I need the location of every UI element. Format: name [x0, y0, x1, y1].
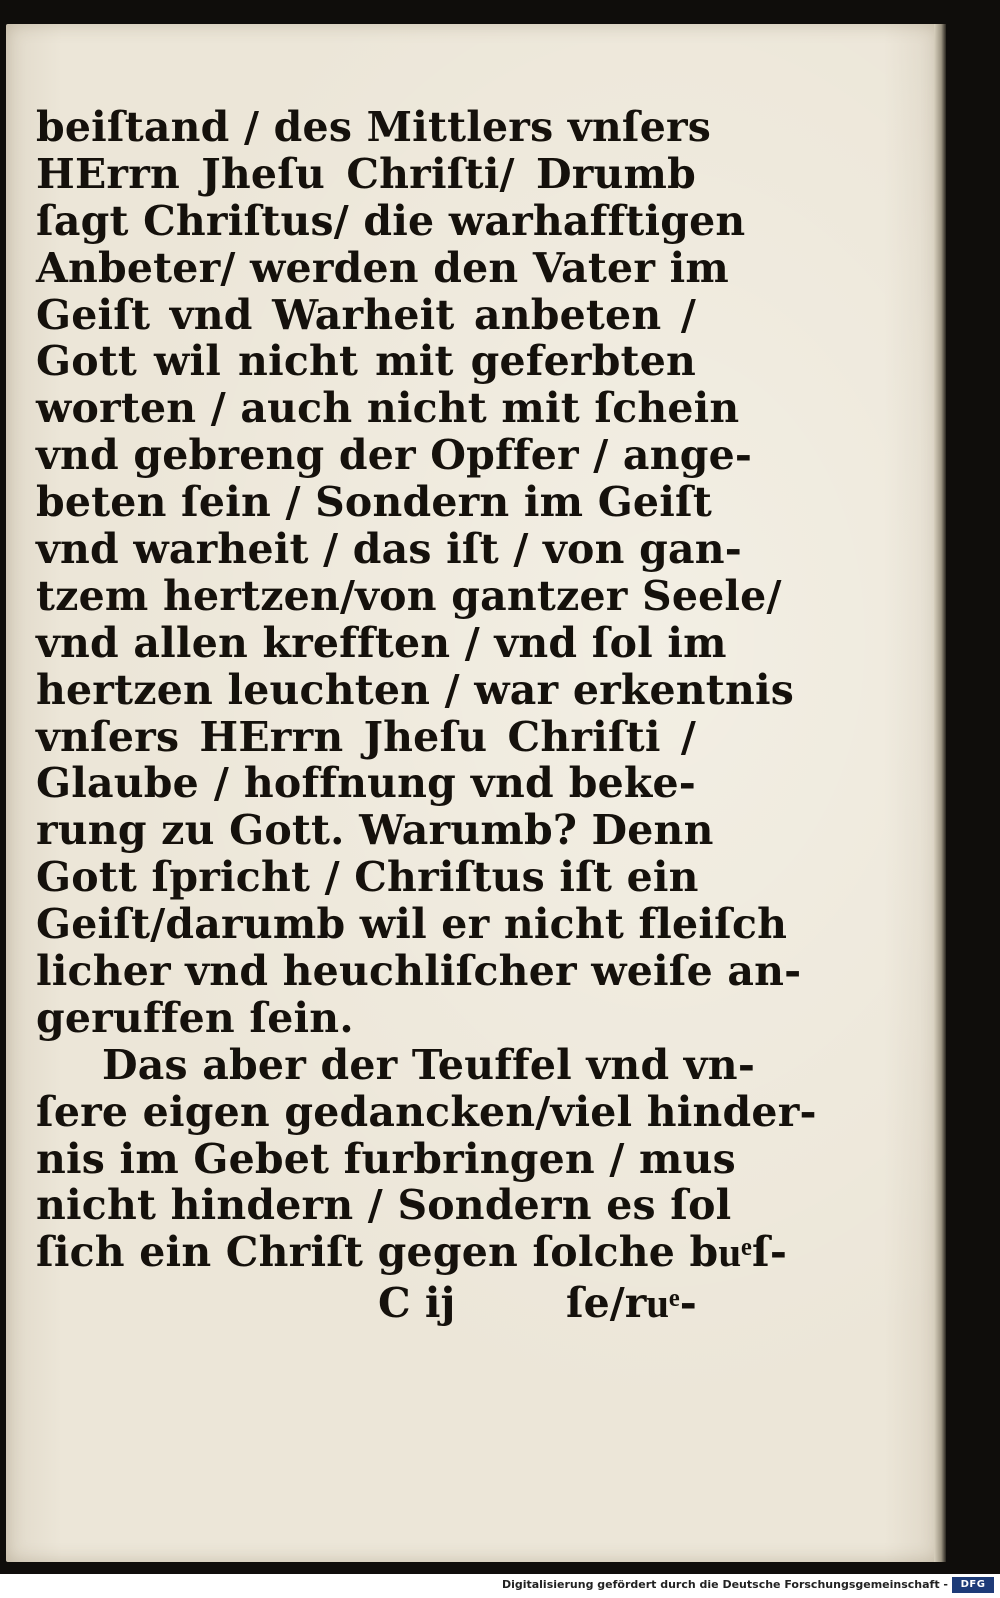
text-line: HErrn Jheſu Chriſti/ Drumb [36, 149, 696, 198]
signature-line [36, 1280, 696, 1326]
text-line: nicht hindern / Sondern es ſol [36, 1181, 732, 1230]
text-line: vnd gebreng der Opffer / ange- [36, 431, 753, 480]
text-line: worten / auch nicht mit ſchein [36, 384, 740, 433]
footer-credit: Digitalisierung gefördert durch die Deutsche Forschungsgemeinschaft - [501, 1578, 948, 1591]
signature-mark: C ij [378, 1279, 456, 1327]
text-line: Geiſt vnd Warheit anbeten / [36, 290, 696, 339]
text-line: nis im Gebet furbringen / mus [36, 1134, 736, 1183]
catchword: ſe/ruͤ- [566, 1279, 697, 1327]
text-line: ſich ein Chriſt gegen ſolche buͤſ- [36, 1228, 788, 1277]
text-line: vnd warheit / das iſt / von gan- [36, 525, 742, 574]
text-line: beiſtand / des Mittlers vnſers [36, 103, 712, 151]
body-text [36, 103, 817, 1277]
text-line: vnd allen krefften / vnd ſol im [36, 618, 727, 667]
text-line: beten ſein / Sondern im Geiſt [36, 478, 712, 527]
text-line: Anbeter/ werden den Vater im [36, 243, 729, 292]
text-line: licher vnd heuchliſcher weiſe an- [36, 947, 802, 996]
paragraph-end-line: geruffen ſein. [36, 993, 354, 1042]
text-line: Geiſt/darumb wil er nicht fleiſch [36, 900, 788, 949]
text-line: rung zu Gott. Warumb? Denn [36, 806, 714, 855]
paragraph-start-line: Das aber der Teuffel vnd vn- [102, 1040, 756, 1089]
dfg-logo: DFG [952, 1577, 994, 1593]
text-line: ſere eigen gedancken/viel hinder- [36, 1087, 817, 1136]
text-line: ſagt Chriſtus/ die warhafftigen [36, 196, 746, 245]
text-line: Gott wil nicht mit geferbten [36, 337, 696, 386]
text-line: Gott ſpricht / Chriſtus iſt ein [36, 853, 699, 902]
page-edge [934, 24, 946, 1562]
text-line: hertzen leuchten / war erkentnis [36, 665, 795, 714]
text-line: vnſers HErrn Jheſu Chriſti / [36, 712, 696, 761]
text-line: tzem hertzen/von gantzer Seele/ [36, 571, 782, 620]
text-line: Glaube / hoffnung vnd beke- [36, 759, 696, 808]
